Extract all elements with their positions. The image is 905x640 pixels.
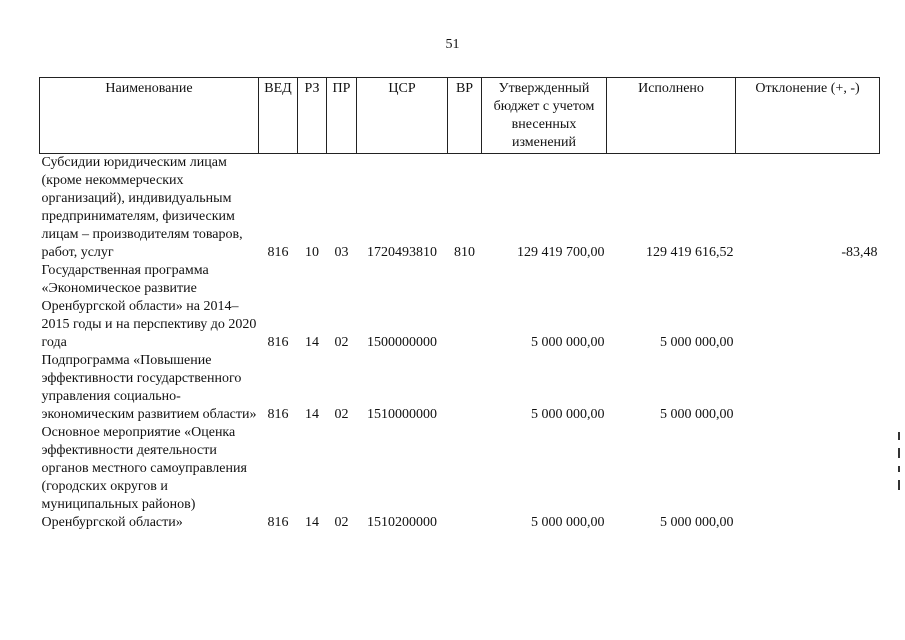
row-name: Государственная программа «Экономическое развитие Оренбургской области» на 2014–2015 годы и на перспективу до 2020 года: [41, 263, 257, 350]
row-ved: 816: [267, 335, 289, 350]
row-name: Основное мероприятие «Оценка эффективности деятельности органов местного самоуправления (городских округов и муниципальных районов) Оренбургской области»: [41, 425, 247, 530]
table-row: [40, 262, 880, 352]
row-rz: 10: [305, 245, 319, 260]
row-executed: 5 000 000,00: [660, 515, 734, 530]
row-ved: 816: [267, 407, 289, 422]
header-ved: ВЕД: [259, 78, 298, 154]
row-csr: 1500000000: [367, 335, 437, 350]
row-deviation: [736, 352, 880, 424]
row-csr: 1510000000: [367, 407, 437, 422]
header-executed: Исполнено: [607, 78, 736, 154]
row-pr: 02: [334, 335, 349, 350]
header-vr: ВР: [448, 78, 482, 154]
row-rz: 14: [305, 407, 319, 422]
row-name: Субсидии юридическим лицам (кроме некоммерческих организаций), индивидуальным предпринимателям, физическим лицам – производителям товаров, работ, услуг: [41, 155, 243, 260]
table-row: [40, 154, 880, 263]
row-csr: 1510200000: [367, 515, 437, 530]
row-pr: 02: [334, 515, 349, 530]
row-ved: 816: [267, 245, 289, 260]
row-deviation: [736, 424, 880, 532]
table-row: [40, 352, 880, 424]
page-number: 51: [445, 37, 460, 52]
header-csr: ЦСР: [357, 78, 448, 154]
header-pr: ПР: [327, 78, 357, 154]
row-pr: 03: [334, 245, 349, 260]
row-vr: [448, 352, 482, 424]
header-rz: РЗ: [298, 78, 327, 154]
row-vr: [448, 262, 482, 352]
header-name: Наименование: [40, 78, 259, 154]
scan-edge-marks: [895, 432, 903, 492]
row-executed: 129 419 616,52: [646, 245, 734, 260]
row-approved: 5 000 000,00: [531, 515, 605, 530]
header-approved-budget: Утвержденный бюджет с учетом внесенных изменений: [482, 78, 607, 154]
row-executed: 5 000 000,00: [660, 335, 734, 350]
row-csr: 1720493810: [367, 245, 437, 260]
row-executed: 5 000 000,00: [660, 407, 734, 422]
row-rz: 14: [305, 335, 319, 350]
header-deviation: Отклонение (+, -): [736, 78, 880, 154]
table-row: [40, 424, 880, 532]
row-vr: 810: [454, 245, 475, 260]
row-approved: 5 000 000,00: [531, 407, 605, 422]
row-deviation: [736, 262, 880, 352]
row-ved: 816: [267, 515, 289, 530]
row-deviation: -83,48: [841, 245, 878, 260]
row-approved: 129 419 700,00: [517, 245, 605, 260]
row-approved: 5 000 000,00: [531, 335, 605, 350]
row-rz: 14: [305, 515, 319, 530]
row-name: Подпрограмма «Повышение эффективности государственного управления социально-экономическим развитием области»: [41, 353, 257, 422]
row-vr: [448, 424, 482, 532]
row-pr: 02: [334, 407, 349, 422]
budget-table: [39, 77, 880, 532]
table-header-row: [40, 78, 880, 154]
